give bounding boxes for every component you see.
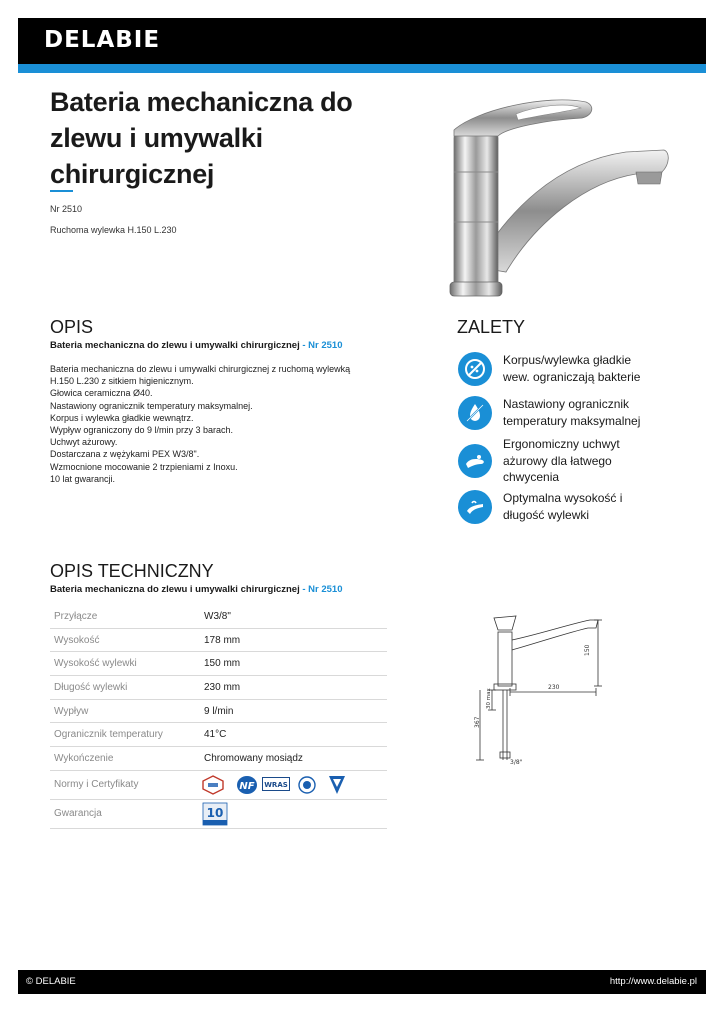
table-row	[50, 771, 387, 800]
advantage-line: ażurowy dla łatwego	[503, 453, 612, 468]
opis-subheading	[50, 340, 343, 351]
spec-value: 9 l/min	[204, 705, 234, 717]
description-line: Korpus i wylewka gładkie wewnątrz.	[50, 412, 194, 423]
advantage-text	[503, 352, 640, 385]
accent-stripe	[18, 64, 706, 73]
opis-heading: OPIS	[50, 317, 94, 337]
spec-label: Wysokość	[54, 634, 100, 646]
description-line: H.150 L.230 z sitkiem higienicznym.	[50, 376, 194, 387]
page-title	[50, 84, 410, 192]
table-row	[50, 676, 387, 700]
wras-logo-icon	[262, 777, 290, 791]
ergonomic-handle-icon	[458, 444, 492, 478]
spec-label: Długość wylewki	[54, 681, 128, 693]
table-row	[50, 629, 387, 653]
brand-logo: DELABIE	[44, 27, 161, 53]
advantage-item	[458, 352, 698, 386]
spec-label: Ogranicznik temperatury	[54, 729, 163, 741]
opis-sub-sep: -	[299, 340, 309, 351]
footer-website-link[interactable]: http://www.delabie.pl	[609, 976, 697, 987]
description-line: Głowica ceramiczna Ø40.	[50, 388, 153, 399]
table-row	[50, 723, 387, 747]
description-line: Uchwyt ażurowy.	[50, 437, 118, 448]
temperature-limit-icon	[458, 396, 492, 430]
faucet-product-image	[436, 92, 676, 306]
advantage-line: Nastawiony ogranicznik	[503, 397, 630, 411]
dimension-label: 3/8"	[510, 759, 523, 766]
advantage-line: chwycenia	[503, 470, 560, 484]
spec-value: 150 mm	[204, 658, 241, 670]
certification-logo-icon	[202, 775, 224, 795]
spec-label: Wykończenie	[54, 752, 114, 764]
tech-sub-sep: -	[299, 584, 309, 595]
table-row	[50, 700, 387, 724]
description-line: Dostarczana z wężykami PEX W3/8".	[50, 449, 200, 460]
spec-value: 178 mm	[204, 634, 241, 646]
dimension-label: 367	[474, 716, 481, 728]
advantage-text	[503, 490, 622, 523]
advantage-text	[503, 396, 640, 429]
description-line: Wypływ ograniczony do 9 l/min przy 3 barach.	[50, 425, 233, 436]
shield-cert-logo-icon	[326, 774, 348, 796]
tech-sub-nr: Nr 2510	[308, 584, 343, 595]
spec-label: Wysokość wylewki	[54, 658, 137, 670]
wras-logo-text: WRAS	[264, 780, 288, 789]
product-subtitle: Ruchoma wylewka H.150 L.230	[50, 225, 177, 235]
opis-sub-name: Bateria mechaniczna do zlewu i umywalki chirurgicznej	[50, 340, 300, 351]
advantage-line: Korpus/wylewka gładkie	[503, 353, 632, 367]
footer-bar	[18, 970, 706, 994]
dimension-label: 30 max	[486, 688, 492, 709]
spec-value: 230 mm	[204, 681, 241, 693]
spout-icon	[458, 490, 492, 524]
table-row	[50, 800, 387, 829]
spec-value: 41°C	[204, 729, 227, 741]
title-line: Bateria mechaniczna do	[50, 87, 353, 117]
table-row	[50, 747, 387, 771]
spec-label: Przyłącze	[54, 610, 98, 622]
footer-copyright: © DELABIE	[26, 976, 76, 987]
advantage-line: wew. ograniczają bakterie	[503, 369, 641, 384]
title-line: zlewu i umywalki	[50, 123, 263, 153]
spec-label: Gwarancja	[54, 808, 102, 820]
dimension-label: 230	[548, 684, 560, 691]
warranty-10-years-icon	[202, 802, 228, 826]
description-line: Bateria mechaniczna do zlewu i umywalki chirurgicznej z ruchomą wylewką	[50, 364, 351, 374]
zalety-heading: ZALETY	[457, 317, 526, 337]
technical-drawing	[470, 610, 610, 770]
tech-subheading	[50, 584, 343, 595]
advantage-text	[503, 436, 620, 486]
dimension-label: 150	[584, 644, 591, 656]
description-line: 10 lat gwarancji.	[50, 473, 116, 484]
opis-sub-nr: Nr 2510	[308, 340, 343, 351]
tech-heading: OPIS TECHNICZNY	[50, 561, 214, 581]
title-underline	[50, 190, 73, 192]
no-bacteria-icon	[458, 352, 492, 386]
round-cert-logo-icon	[298, 775, 316, 795]
nf-logo-icon	[236, 775, 258, 795]
advantage-item	[458, 396, 698, 430]
advantage-line: Optymalna wysokość i	[503, 491, 623, 505]
tech-sub-name: Bateria mechaniczna do zlewu i umywalki chirurgicznej	[50, 584, 300, 595]
product-ref: Nr 2510	[50, 204, 83, 214]
spec-table	[50, 605, 387, 829]
title-line: chirurgicznej	[50, 159, 215, 189]
spec-value: Chromowany mosiądz	[204, 752, 303, 764]
advantage-line: długość wylewki	[503, 507, 590, 522]
advantage-line: temperatury maksymalnej	[503, 413, 641, 428]
nf-logo-text: NF	[239, 780, 255, 792]
advantage-item	[458, 490, 698, 524]
advantage-item	[458, 436, 698, 486]
spec-label: Normy i Certyfikaty	[54, 779, 139, 791]
opis-description	[50, 363, 400, 485]
description-line: Wzmocnione mocowanie 2 trzpieniami z Inoxu.	[50, 461, 238, 472]
table-row	[50, 605, 387, 629]
warranty-text: 10	[206, 805, 224, 820]
spec-value: W3/8"	[204, 610, 231, 622]
description-line: Nastawiony ogranicznik temperatury maksymalnej.	[50, 400, 253, 411]
advantage-line: Ergonomiczny uchwyt	[503, 437, 620, 451]
spec-label: Wypływ	[54, 705, 89, 717]
table-row	[50, 652, 387, 676]
